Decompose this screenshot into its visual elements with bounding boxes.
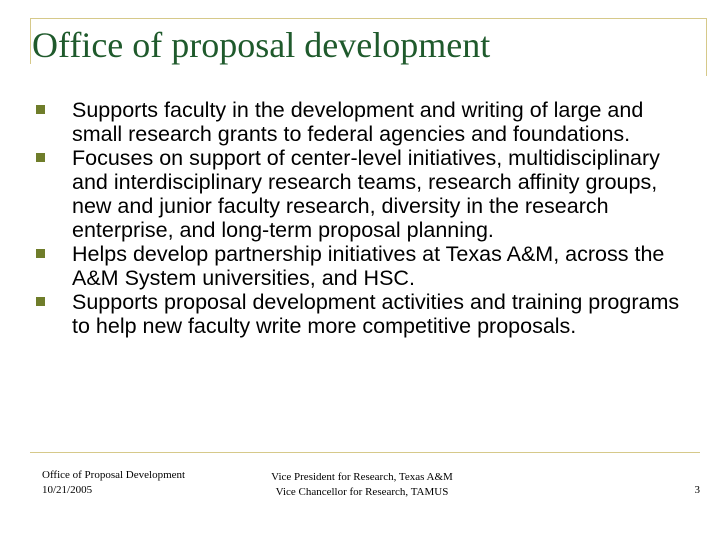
square-bullet-icon [36,297,45,306]
title-frame-left-line [30,18,31,64]
square-bullet-icon [36,105,45,114]
bullet-item [36,146,686,242]
title-frame-right-line [706,18,707,76]
footer-vc-line: Vice Chancellor for Research, TAMUS [275,486,449,498]
footer-office-name: Office of Proposal Development [42,469,186,481]
footer-center [262,470,462,500]
title-frame-top-line [30,18,706,19]
bullet-text: Supports faculty in the development and writing of large and small research grants to federal agencies and foundations. [72,98,644,146]
bullet-text: Helps develop partnership initiatives at Texas A&M, across the A&M System universities, and HSC. [72,242,665,290]
bullet-text: Supports proposal development activities and training programs to help new faculty write more competitive proposals. [72,290,680,338]
footer-date: 10/21/2005 [42,484,93,496]
footer-divider [30,452,700,453]
bullet-list [36,98,686,338]
bullet-item [36,290,686,338]
square-bullet-icon [36,153,45,162]
square-bullet-icon [36,249,45,258]
slide-title: Office of proposal development [32,25,491,65]
footer-left [42,468,185,498]
page-number: 3 [694,484,700,496]
bullet-item [36,98,686,146]
bullet-text: Focuses on support of center-level initiatives, multidisciplinary and interdisciplinary research teams, research affinity groups, new and junior faculty research, diversity in the research enterprise, and long-term proposal planning. [72,146,660,242]
footer-vp-line: Vice President for Research, Texas A&M [271,471,453,483]
bullet-item [36,242,686,290]
